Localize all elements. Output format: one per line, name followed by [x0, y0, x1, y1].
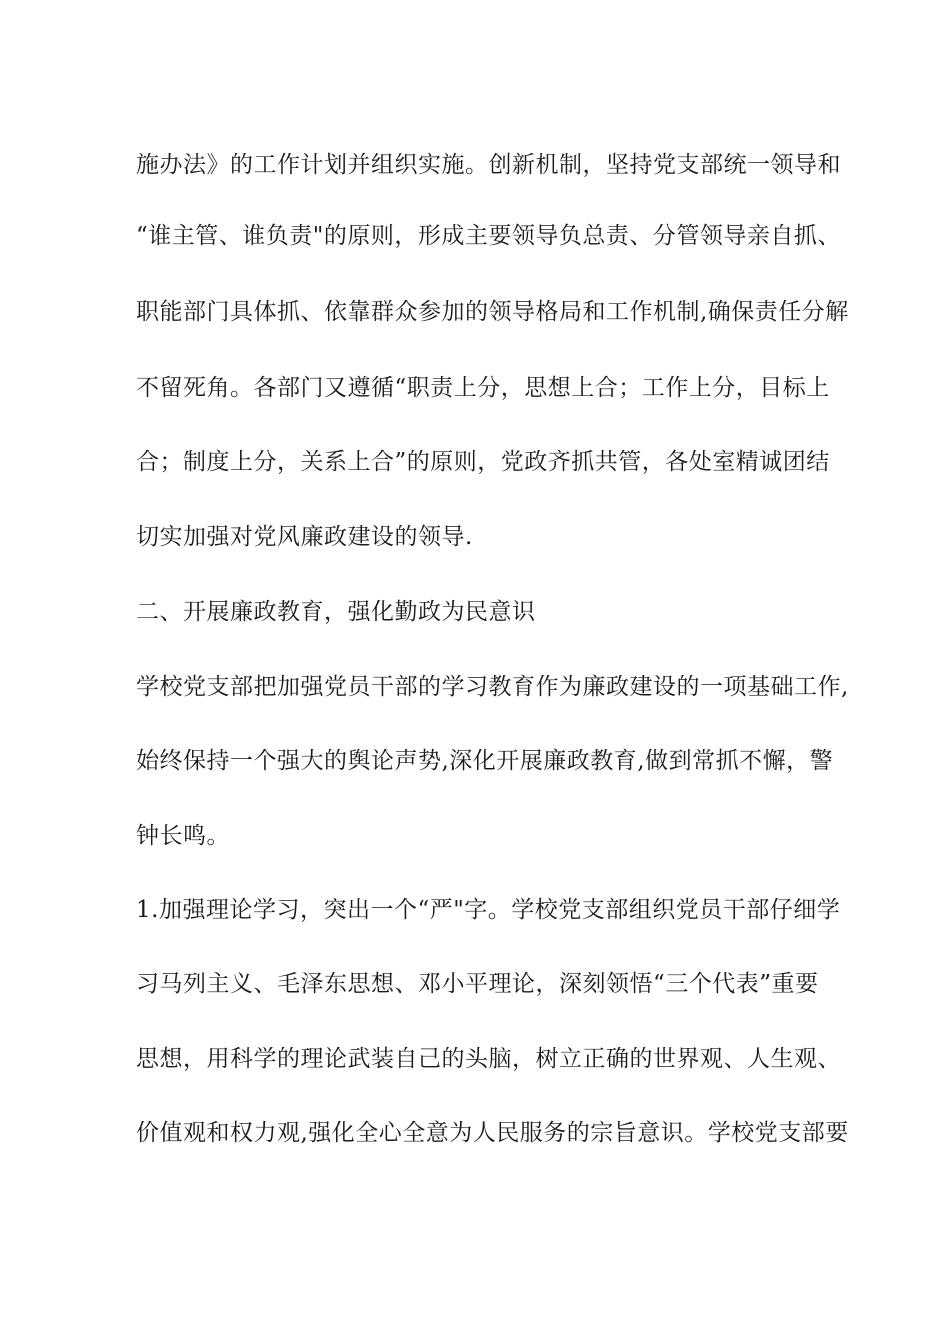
paragraph-line: 施办法》的工作计划并组织实施。创新机制，坚持党支部统一领导和: [136, 152, 841, 178]
paragraph-line: 思想，用科学的理论武装自己的头脑，树立正确的世界观、人生观、: [136, 1046, 841, 1072]
paragraph-line: 1.加强理论学习，突出一个“严"字。学校党支部组织党员干部仔细学: [136, 897, 841, 923]
paragraph-line: 切实加强对党风廉政建设的领导.: [136, 524, 473, 550]
paragraph-line: 价值观和权力观,强化全心全意为人民服务的宗旨意识。学校党支部要: [136, 1120, 849, 1146]
section-heading: 二、开展廉政教育，强化勤政为民意识: [136, 599, 536, 625]
paragraph-line: 学校党支部把加强党员干部的学习教育作为廉政建设的一项基础工作,: [136, 674, 849, 700]
paragraph-line: 职能部门具体抓、依靠群众参加的领导格局和工作机制,确保责任分解: [136, 299, 849, 325]
paragraph-line: “谁主管、谁负责"的原则，形成主要领导负总责、分管领导亲自抓、: [136, 223, 841, 249]
paragraph-line: 始终保持一个强大的舆论声势,深化开展廉政教育,做到常抓不懈，警: [136, 748, 834, 774]
paragraph-line: 习马列主义、毛泽东思想、邓小平理论，深刻领悟“三个代表”重要: [136, 971, 819, 997]
paragraph-line: 合；制度上分，关系上合”的原则，党政齐抓共管，各处室精诚团结: [136, 449, 830, 475]
paragraph-line: 不留死角。各部门又遵循“职责上分，思想上合；工作上分，目标上: [136, 375, 830, 401]
paragraph-line: 钟长鸣。: [136, 823, 230, 849]
